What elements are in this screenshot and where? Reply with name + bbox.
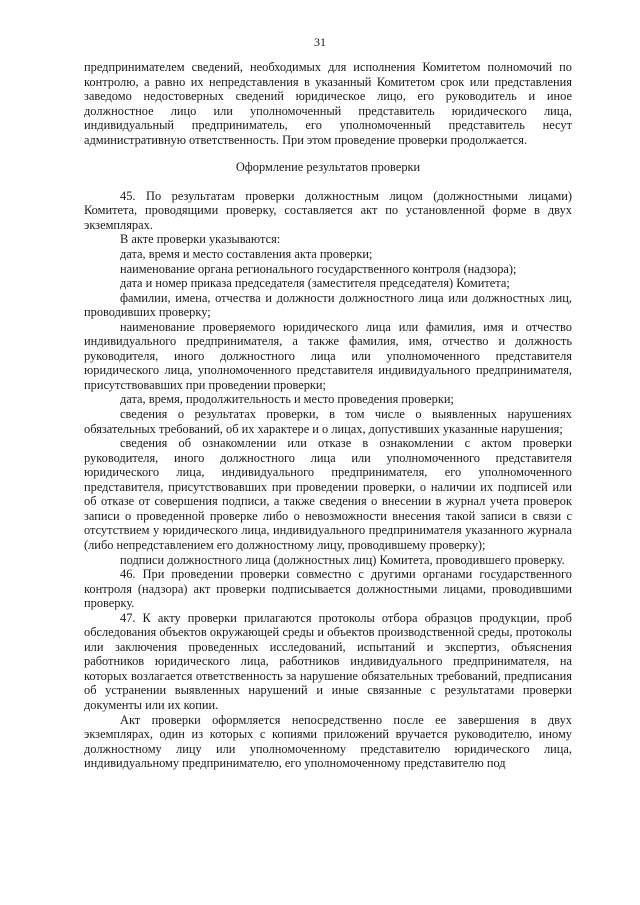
list-item: наименование органа регионального государственного контроля (надзора);: [120, 261, 517, 276]
page-number: 31: [314, 35, 326, 49]
paragraph-45: 45. По результатам проверки должностным лицом (должностными лицами) Комитета, проводящими проверку, составляется акт по установленной форме в двух экземплярах.: [84, 188, 572, 232]
list-item: сведения об ознакомлении или отказе в ознакомлении с актом проверки руководителя, иного должностного лица или уполномоченного представителя юридического лица, индивидуального предпринимателя, его уполномоченного представителя, присутствовавших при проведении проверки, о наличии их подписей или об отказе от совершения подписи, а также сведения о внесении в журнал учета проверок записи о проведенной проверке либо о невозможности внесения такой записи в связи с отсутствием у юридического лица, индивидуального предпринимателя указанного журнала (либо непредставлением его должностному лицу, проводившему проверку);: [84, 436, 572, 552]
list-item: фамилии, имена, отчества и должности должностного лица или должностных лиц, проводивших проверку;: [84, 290, 572, 320]
intro-paragraph: предпринимателем сведений, необходимых для исполнения Комитетом полномочий по контролю, а равно их непредставления в указанный Комитетом срок или представления заведомо недостоверных сведений юридическое лицо, его руководитель и иное должностное лицо или уполномоченный представитель юридического лица, индивидуальный предприниматель, его уполномоченный представитель несут административную ответственность. При этом проведение проверки продолжается.: [84, 60, 572, 147]
paragraph-act-contents-intro: В акте проверки указываются:: [120, 232, 281, 247]
list-item: дата, время и место составления акта проверки;: [120, 247, 373, 262]
paragraph-act-execution: Акт проверки оформляется непосредственно после ее завершения в двух экземплярах, один из которых с копиями приложений вручается руководителю, иному должностному лицу или уполномоченному представителю юридического лица, индивидуальному предпринимателю, его уполномоченному представителю под: [84, 712, 572, 771]
list-item: дата и номер приказа председателя (заместителя председателя) Комитета;: [120, 276, 510, 291]
list-item: сведения о результатах проверки, в том числе о выявленных нарушениях обязательных требований, об их характере и о лицах, допустивших указанные нарушения;: [84, 407, 572, 436]
paragraph-46: 46. При проведении проверки совместно с другими органами государственного контроля (надзора) акт проверки подписывается должностными лицами, проводившими проверку.: [84, 567, 572, 611]
list-item: наименование проверяемого юридического лица или фамилия, имя и отчество индивидуального предпринимателя, а также фамилия, имя, отчество и должность руководителя, иного должностного лица или уполномоченного представителя юридического лица, уполномоченного представителя индивидуального предпринимателя, присутствовавших при проведении проверки;: [84, 319, 572, 392]
list-item: дата, время, продолжительность и место проведения проверки;: [120, 392, 454, 407]
paragraph-47: 47. К акту проверки прилагаются протоколы отбора образцов продукции, проб обследования объектов окружающей среды и объектов производственной среды, протоколы или заключения проведенных исследований, испытаний и экспертиз, объяснения работников юридического лица, работников индивидуального предпринимателя, на которых возлагается ответственность за нарушение обязательных требований, предписания об устранении выявленных нарушений и иные связанные с результатами проверки документы или их копии.: [84, 610, 572, 712]
document-body: [84, 60, 572, 771]
list-item: подписи должностного лица (должностных лиц) Комитета, проводившего проверку.: [120, 552, 565, 567]
section-title: Оформление результатов проверки: [235, 160, 421, 175]
